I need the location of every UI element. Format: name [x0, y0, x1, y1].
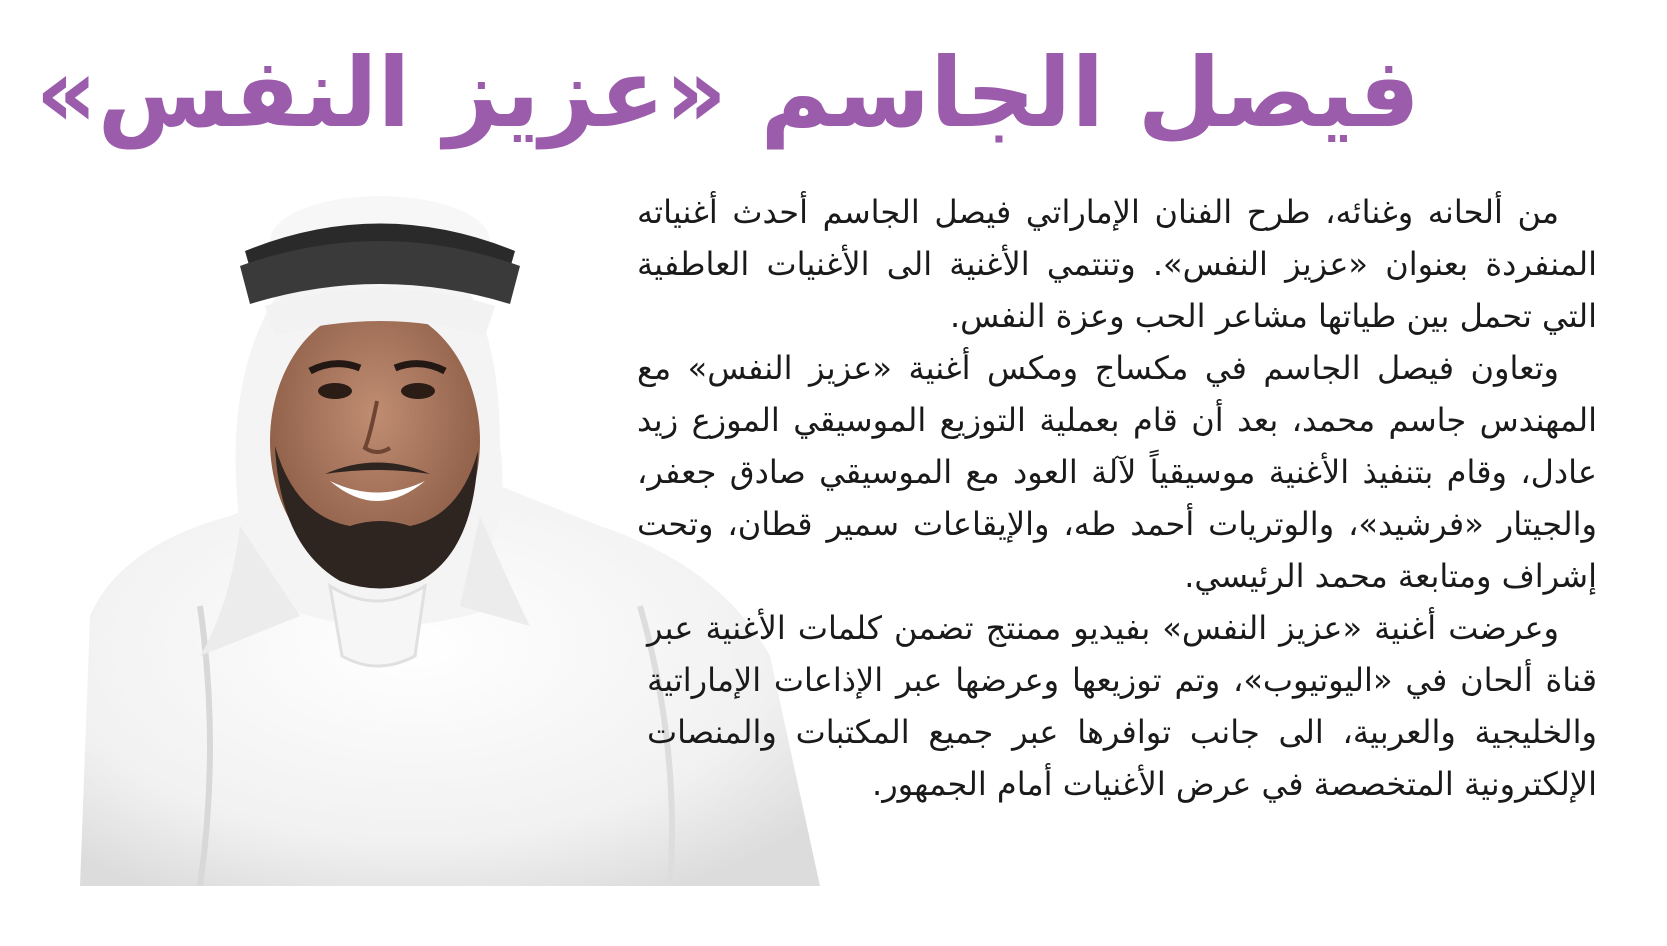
article-paragraph: وتعاون فيصل الجاسم في مكساج ومكس أغنية «عزيز النفس» مع المهندس جاسم محمد، بعد أن قام بعملية التوزيع الموسيقي الموزع زيد عادل، وقام بتنفيذ الأغنية موسيقياً لآلة العود مع الموسيقي صادق جعفر، والجيتار «فرشيد»، والوتريات أحمد طه، والإيقاعات سمير قطان، وتحت إشراف ومتابعة محمد الرئيسي.	[637, 349, 1597, 595]
article-paragraph: من ألحانه وغنائه، طرح الفنان الإماراتي فيصل الجاسم أحدث أغنياته المنفردة بعنوان «عزيز النفس». وتنتمي الأغنية الى الأغنيات العاطفية التي تحمل بين طياتها مشاعر الحب وعزة النفس.	[637, 193, 1597, 335]
article-body	[637, 186, 1597, 902]
article-paragraph: وعرضت أغنية «عزيز النفس» بفيديو ممنتج تضمن كلمات الأغنية عبر قناة ألحان في «اليوتيوب»، وتم توزيعها وعرضها عبر الإذاعات الإماراتية والخليجية والعربية، الى جانب توافرها عبر جميع المكتبات والمنصات الإلكترونية المتخصصة في عرض الأغنيات أمام الجمهور.	[647, 609, 1597, 803]
headline: فيصل الجاسم «عزيز النفس»	[35, 37, 1420, 149]
